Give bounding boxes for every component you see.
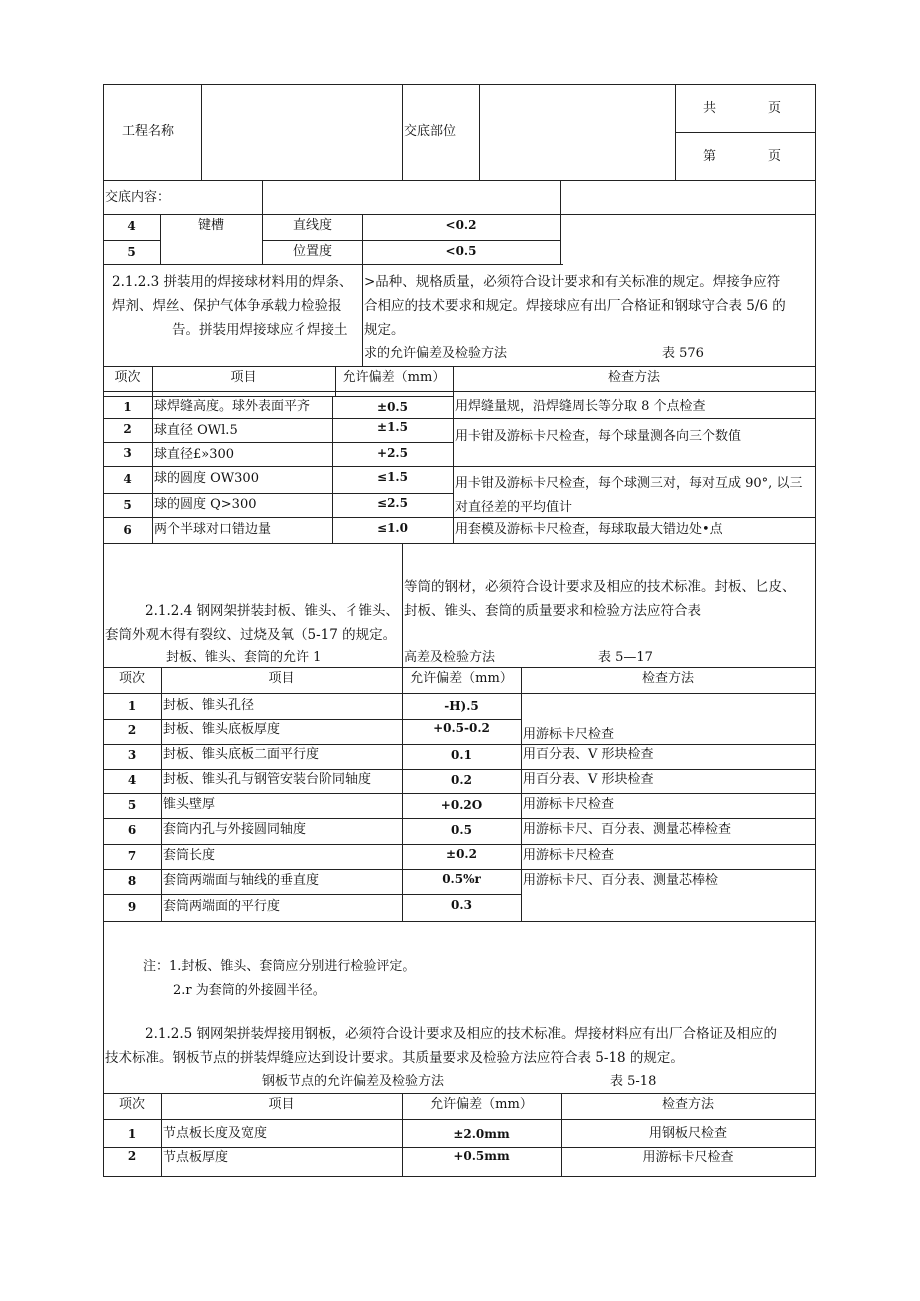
sec214-left-line: 套筒外观木得有裂纹、过烧及氧（5-17 的规定。: [105, 627, 397, 643]
table1-row-no: 4: [123, 472, 132, 486]
sec214-right-line: 等筒的钢材，必须符合设计要求及相应的技术标准。封板、匕皮、: [404, 579, 796, 595]
table2-row-no: 3: [127, 748, 137, 762]
table3-header-tol: 允许偏差（mm）: [430, 1097, 533, 1112]
table2-row-tol: 0.5%r: [442, 872, 481, 886]
table2-row-method: 用游标卡尺、百分表、测量芯棒检: [523, 873, 719, 888]
frame-top: [103, 84, 816, 85]
table2-row-item: 封板、锥头底板二面平行度: [163, 747, 320, 762]
table1-row-no: 6: [123, 523, 132, 537]
table2-row-method: 用百分表、V 形块检查: [523, 772, 654, 787]
project-name-label: 工程名称: [122, 124, 175, 139]
note-line-1: 注：1.封板、锥头、套筒应分别进行检验评定。: [143, 959, 416, 974]
table2-row-method: 用游标卡尺检查: [523, 848, 615, 863]
table2-header-no: 项次: [118, 671, 145, 686]
page-number-label: 第: [703, 149, 717, 164]
top-row-no: 4: [127, 219, 136, 233]
table1-row-tol: +2.5: [377, 446, 408, 460]
table2-row-no: 2: [127, 723, 137, 737]
table1-row-no: 5: [123, 498, 132, 512]
table1-row-tol: ±0.5: [377, 400, 408, 414]
sec213-left-line: 2.1.2.3 拼装用的焊接球材料用的焊条、: [112, 274, 353, 290]
table2-row-tol: 0.2: [451, 773, 472, 787]
table3-row-no: 1: [127, 1127, 137, 1141]
sec215-line: 技术标准。钢板节点的拼装焊缝应达到设计要求。其质量要求及检验方法应符合表 5-18 的规定。: [105, 1050, 684, 1066]
table2-row-no: 7: [127, 849, 137, 863]
table2-row-tol: +0.5-0.2: [433, 721, 490, 735]
table3-row-method: 用钢板尺检查: [648, 1126, 727, 1141]
table2-row-item: 封板、锥头孔与钢管安装台阶同轴度: [163, 772, 372, 787]
table1-row-item: 两个半球对口错边量: [154, 522, 272, 537]
sec213-right-line: >品种、规格质量，必须符合设计要求和有关标准的规定。焊接争应符: [364, 274, 781, 290]
table2-row-method: 用游标卡尺检查: [523, 797, 615, 812]
table2-row-item: 套筒两端面与轴线的垂直度: [163, 873, 320, 888]
table1-row-method: 用卡钳及游标卡尺检查，每个球量测各向三个数值: [455, 429, 742, 444]
top-row-tol: <0.2: [445, 218, 477, 232]
table2-row-tol: ±0.2: [446, 847, 477, 861]
top-row-item: 键槽: [198, 218, 225, 233]
page-unit-label: 页: [768, 101, 782, 116]
table2-row-item: 套筒两端面的平行度: [163, 899, 281, 914]
handover-part-label: 交底部位: [404, 124, 457, 139]
sec213-left-line: 告。拼装用焊接球应彳焊接土: [172, 322, 348, 338]
table2-row-method: 用百分表、V 形块检查: [523, 747, 654, 762]
total-pages-label: 共: [703, 101, 717, 116]
table1-row-tol: ±1.5: [377, 420, 408, 434]
table2-row-no: 8: [127, 874, 137, 888]
table2-header-item: 项目: [268, 671, 295, 686]
table1-row-no: 2: [123, 422, 132, 436]
table1-row-item: 球的圆度 OW300: [154, 471, 259, 486]
table3-row-method: 用游标卡尺检查: [642, 1150, 734, 1165]
table2-row-tol: +0.2O: [440, 798, 483, 812]
table2-row-item: 封板、锥头底板厚度: [163, 722, 281, 737]
table2-row-tol: 0.1: [451, 748, 472, 762]
table1-row-method: 用卡钳及游标卡尺检查，每个球测三对，每对互成 90°, 以三: [455, 476, 803, 491]
header-bottom: [103, 180, 816, 181]
table2-row-tol: -H).5: [444, 699, 479, 713]
table1-header-tol: 允许偏差（mm）: [342, 370, 446, 385]
table3-row-item: 节点板长度及宽度: [163, 1126, 268, 1141]
note-line-2: 2.r 为套筒的外接圆半径。: [173, 983, 326, 998]
table1-row-item: 球直径 OWl.5: [154, 423, 238, 438]
table3-caption: 钢板节点的允许偏差及检验方法: [262, 1074, 445, 1089]
table3-row-item: 节点板厚度: [163, 1150, 229, 1165]
table1-row-no: 1: [123, 400, 132, 414]
table1-header-item: 项目: [230, 370, 257, 385]
table2-row-no: 4: [127, 773, 137, 787]
sec214-left-line: 2.1.2.4 钢网架拼装封板、锥头、彳锥头、: [145, 603, 400, 619]
table2-caption-left: 封板、锥头、套筒的允许 1: [166, 650, 322, 665]
table1-row-tol: ≤1.5: [377, 470, 408, 484]
table2-row-tol: 0.5: [451, 823, 472, 837]
table1-row-method: 用套模及游标卡尺检查，每球取最大错边处•点: [455, 522, 723, 537]
content-label: 交底内容：: [105, 190, 171, 205]
sec213-right-line: 合相应的技术要求和规定。焊接球应有出厂合格证和钢球守合表 5/6 的: [364, 298, 786, 314]
sec215-line: 2.1.2.5 钢网架拼装焊接用钢板，必须符合设计要求及相应的技术标准。焊接材料应有出厂合格证及相应的: [145, 1026, 778, 1042]
table1-caption: 求的允许偏差及检验方法: [364, 346, 508, 361]
table3-row-tol: +0.5mm: [453, 1149, 510, 1163]
table3-header-method: 检查方法: [661, 1097, 714, 1112]
table3-header-no: 项次: [118, 1097, 145, 1112]
table2-caption-right: 高差及检验方法: [404, 650, 496, 665]
sec213-left-line: 焊剂、焊丝、保护气体争承载力检验报: [112, 298, 342, 314]
table2-row-tol: 0.3: [451, 898, 472, 912]
top-row-sub: 位置度: [293, 244, 333, 259]
table1-row-item: 球的圆度 Q>300: [154, 497, 257, 512]
top-row-tol: <0.5: [445, 244, 477, 258]
table2-row-item: 套筒内孔与外接圆同轴度: [163, 822, 307, 837]
table1-row-tol: ≤1.0: [377, 521, 408, 535]
table3-row-no: 2: [127, 1149, 137, 1163]
sec213-right-line: 规定。: [364, 322, 405, 338]
table3-header-item: 项目: [268, 1097, 295, 1112]
table2-row-item: 封板、锥头孔径: [163, 698, 255, 713]
table1-number: 表 576: [662, 346, 704, 361]
table1-row-tol: ≤2.5: [377, 496, 408, 510]
frame-right: [815, 84, 816, 1177]
table2-row-no: 5: [127, 798, 137, 812]
frame-bottom: [103, 1176, 816, 1177]
table2-number: 表 5—17: [598, 650, 653, 665]
table2-row-no: 9: [127, 900, 137, 914]
table1-row-no: 3: [123, 446, 132, 460]
top-row-sub: 直线度: [293, 218, 333, 233]
table2-header-method: 检查方法: [641, 671, 694, 686]
page-unit-label-2: 页: [768, 149, 782, 164]
table2-row-no: 6: [127, 823, 137, 837]
table1-row-item: 球直径£»300: [154, 447, 235, 462]
table2-row-method: 用游标卡尺、百分表、测量芯棒检查: [523, 822, 732, 837]
table1-row-method: 对直径差的平均值计: [455, 500, 573, 515]
table2-row-method: 用游标卡尺检查: [523, 727, 615, 742]
table1-row-item: 球焊缝高度。球外表面平齐: [154, 399, 311, 414]
table2-row-item: 锥头壁厚: [163, 797, 216, 812]
sec214-right-line: 封板、锥头、套筒的质量要求和检验方法应符合表: [404, 603, 701, 619]
table1-header-no: 项次: [114, 370, 141, 385]
table2-row-item: 套筒长度: [163, 848, 216, 863]
table3-number: 表 5-18: [610, 1074, 657, 1089]
table3-row-tol: ±2.0mm: [453, 1127, 510, 1141]
top-row-no: 5: [127, 245, 136, 259]
table2-row-no: 1: [127, 699, 137, 713]
table1-header-method: 检查方法: [607, 370, 660, 385]
table2-header-tol: 允许偏差（mm）: [410, 671, 513, 686]
table1-row-method: 用焊缝量规，沿焊缝周长等分取 8 个点检查: [455, 399, 706, 414]
